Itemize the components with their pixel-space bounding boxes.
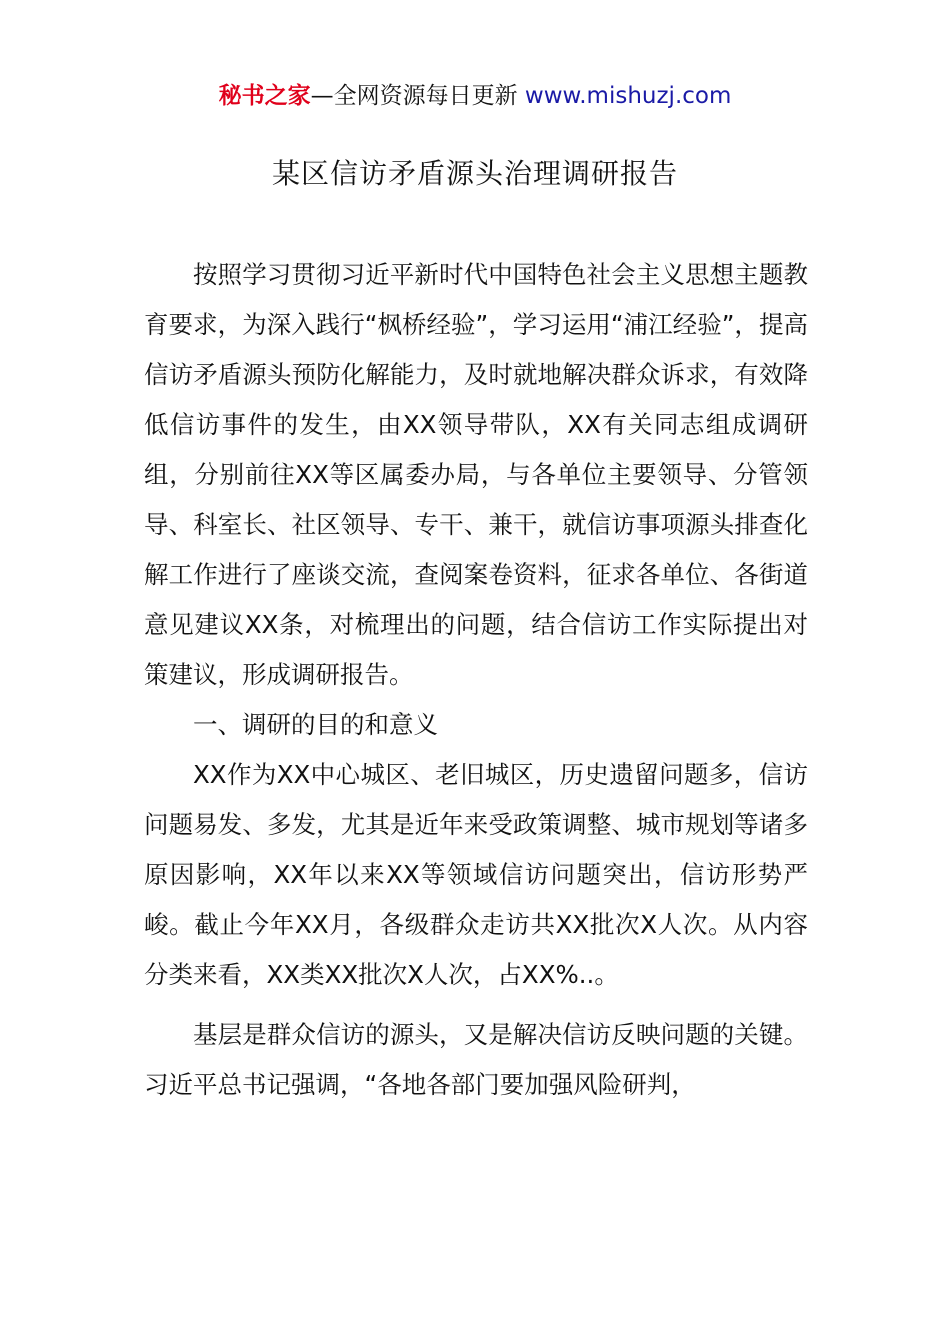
document-body: [144, 250, 808, 1110]
section-heading-1: 一、调研的目的和意义: [193, 710, 438, 739]
paragraph-background: XX作为XX中心城区、老旧城区，历史遗留问题多，信访问题易发、多发，尤其是近年来受政策调整、城市规划等诸多原因影响，XX年以来XX等领域信访问题突出，信访形势严峻。截止今年XX月，各级群众走访共XX批次X人次。从内容分类来看，XX类XX批次X人次，占XX%..。: [144, 760, 808, 989]
header-tagline: —全网资源每日更新: [310, 83, 518, 109]
paragraph-intro: 按照学习贯彻习近平新时代中国特色社会主义思想主题教育要求，为深入践行“枫桥经验”，学习运用“浦江经验”，提高信访矛盾源头预防化解能力，及时就地解决群众诉求，有效降低信访事件的发生，由XX领导带队，XX有关同志组成调研组，分别前往XX等区属委办局，与各单位主要领导、分管领导、科室长、社区领导、专干、兼干，就信访事项源头排查化解工作进行了座谈交流，查阅案卷资料，征求各单位、各街道意见建议XX条，对梳理出的问题，结合信访工作实际提出对策建议，形成调研报告。: [144, 260, 808, 689]
site-header-banner: [0, 80, 950, 112]
paragraph-grassroots: 基层是群众信访的源头，又是解决信访反映问题的关键。习近平总书记强调，“各地各部门要加强风险研判，: [144, 1020, 808, 1099]
brand-name: 秘书之家: [218, 83, 311, 109]
document-title: 某区信访矛盾源头治理调研报告: [271, 157, 678, 190]
site-url-link[interactable]: www.mishuzj.com: [524, 83, 732, 109]
